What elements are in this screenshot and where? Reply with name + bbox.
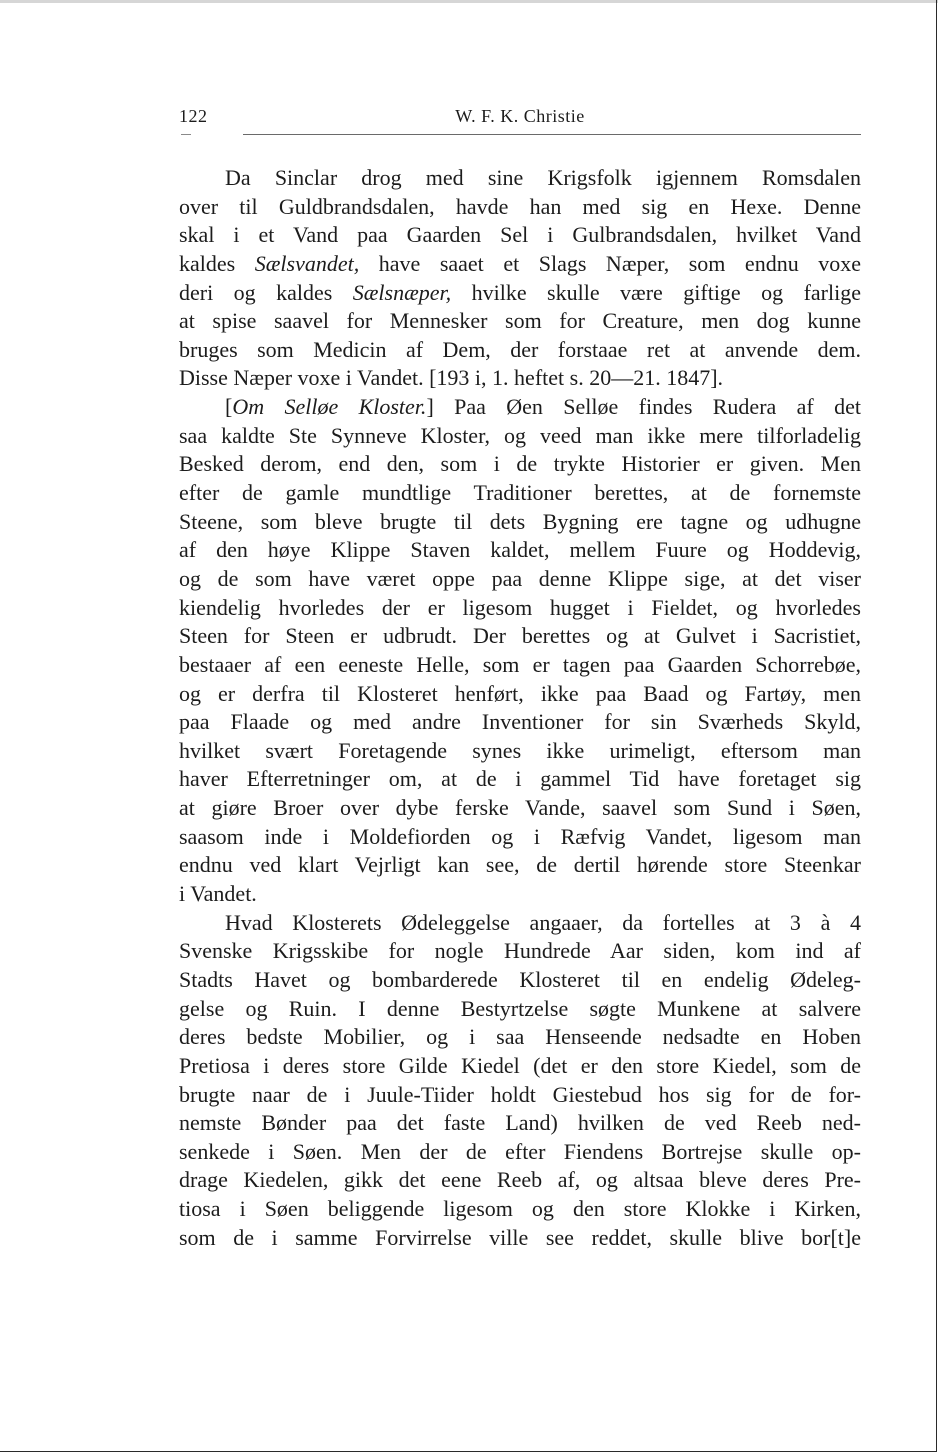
text-line: Steen for Steen er udbrudt. Der berettes og at Gulvet i Sacristiet, <box>179 623 861 649</box>
text-line <box>179 279 861 308</box>
text-run: deri og kaldes <box>179 279 353 305</box>
body-text <box>179 164 861 1252</box>
text-line: saa kaldte Ste Synneve Kloster, og veed man ikke mere tilforladelig <box>179 422 861 448</box>
section-title: Om Selløe Kloster. <box>232 394 427 420</box>
text-line <box>179 393 861 422</box>
page-header <box>179 106 861 132</box>
text-line: hvilket svært Foretagende synes ikke urimeligt, eftersom man <box>179 737 861 763</box>
text-line: efter de gamle mundtlige Traditioner berettes, at de fornemste <box>179 480 861 506</box>
text-line: at giøre Broer over dybe ferske Vande, saavel som Sund i Søen, <box>179 795 861 821</box>
running-title: W. F. K. Christie <box>455 106 585 126</box>
italic-term: Sælsnæper, <box>352 279 452 305</box>
text-line: over til Guldbrandsdalen, havde han med sig en Hexe. Denne <box>179 193 861 219</box>
text-line: Steene, som bleve brugte til dets Bygning ere tagne og udhugne <box>179 508 861 534</box>
text-line: Hvad Klosterets Ødeleggelse angaaer, da fortelles at 3 à 4 <box>225 909 861 935</box>
text-run: hvilke skulle være giftige og farlige <box>451 279 861 305</box>
text-line: skal i et Vand paa Gaarden Sel i Gulbrandsdalen, hvilket Vand <box>179 222 861 248</box>
text-line: endnu ved klart Vejrligt kan see, de dertil hørende store Steenkar <box>179 852 861 878</box>
text-line: og de som have været oppe paa denne Klippe sige, at det viser <box>179 565 861 591</box>
text-line: haver Efterretninger om, at de i gammel Tid have foretaget sig <box>179 766 861 792</box>
text-line: gelse og Ruin. I denne Bestyrtzelse søgte Munkene at salvere <box>179 995 861 1021</box>
text-run: have saaet et Slags Næper, som endnu voxe <box>359 250 861 276</box>
text-line <box>179 250 861 279</box>
text-line: deres bedste Mobilier, og i saa Henseende nedsadte en Hoben <box>179 1024 861 1050</box>
text-line: at spise saavel for Mennesker som for Creature, men dog kunne <box>179 308 861 334</box>
text-run: [ <box>225 394 233 420</box>
text-line: bruges som Medicin af Dem, der forstaae ret at anvende dem. <box>179 336 861 362</box>
text-run: ] Paa Øen Selløe findes Rudera af det <box>426 394 861 420</box>
text-line: kiendelig hvorledes der er ligesom hugget i Fieldet, og hvorledes <box>179 594 861 620</box>
text-line: Stadts Havet og bombarderede Klosteret til en endelig Ødeleg- <box>179 966 861 992</box>
text-line: Disse Næper voxe i Vandet. [193 i, 1. heftet s. 20—21. 1847]. <box>179 365 724 391</box>
text-line: nemste Bønder paa det faste Land) hvilken de ved Reeb ned- <box>179 1110 861 1136</box>
text-line: Da Sinclar drog med sine Krigsfolk igjennem Romsdalen <box>225 165 861 190</box>
text-line: af den høye Klippe Staven kaldet, mellem Fuure og Hoddevig, <box>179 537 861 563</box>
text-line: saasom inde i Moldefiorden og i Ræfvig Vandet, ligesom man <box>179 823 861 849</box>
text-line: brugte naar de i Juule-Tiider holdt Giestebud hos sig for de for- <box>179 1081 861 1107</box>
text-line: drage Kiedelen, gikk det eene Reeb af, og altsaa bleve deres Pre- <box>179 1167 861 1193</box>
header-rule <box>243 134 861 135</box>
text-run: kaldes <box>179 250 255 276</box>
text-line: Pretiosa i deres store Gilde Kiedel (det er den store Kiedel, som de <box>179 1052 861 1078</box>
header-tick-mark <box>181 134 191 135</box>
text-line: senkede i Søen. Men der de efter Fiendens Bortrejse skulle op- <box>179 1138 861 1164</box>
text-line: i Vandet. <box>179 881 257 907</box>
text-line: Svenske Krigsskibe for nogle Hundrede Aar siden, kom ind af <box>179 938 861 964</box>
scan-edge <box>0 0 938 3</box>
text-line: og er derfra til Klosteret henført, ikke paa Baad og Fartøy, men <box>179 680 861 706</box>
text-line: Besked derom, end den, som i de trykte Historier er given. Men <box>179 451 861 477</box>
text-line: som de i samme Forvirrelse ville see reddet, skulle blive bor[t]e <box>179 1224 861 1250</box>
text-line: tiosa i Søen beliggende ligesom og den store Klokke i Kirken, <box>179 1196 861 1222</box>
italic-term: Sælsvandet, <box>254 250 360 276</box>
page-number: 122 <box>179 106 208 126</box>
text-line: paa Flaade og med andre Inventioner for sin Sværheds Skyld, <box>179 709 861 735</box>
text-line: bestaaer af een eeneste Helle, som er tagen paa Gaarden Schorrebøe, <box>179 651 861 677</box>
